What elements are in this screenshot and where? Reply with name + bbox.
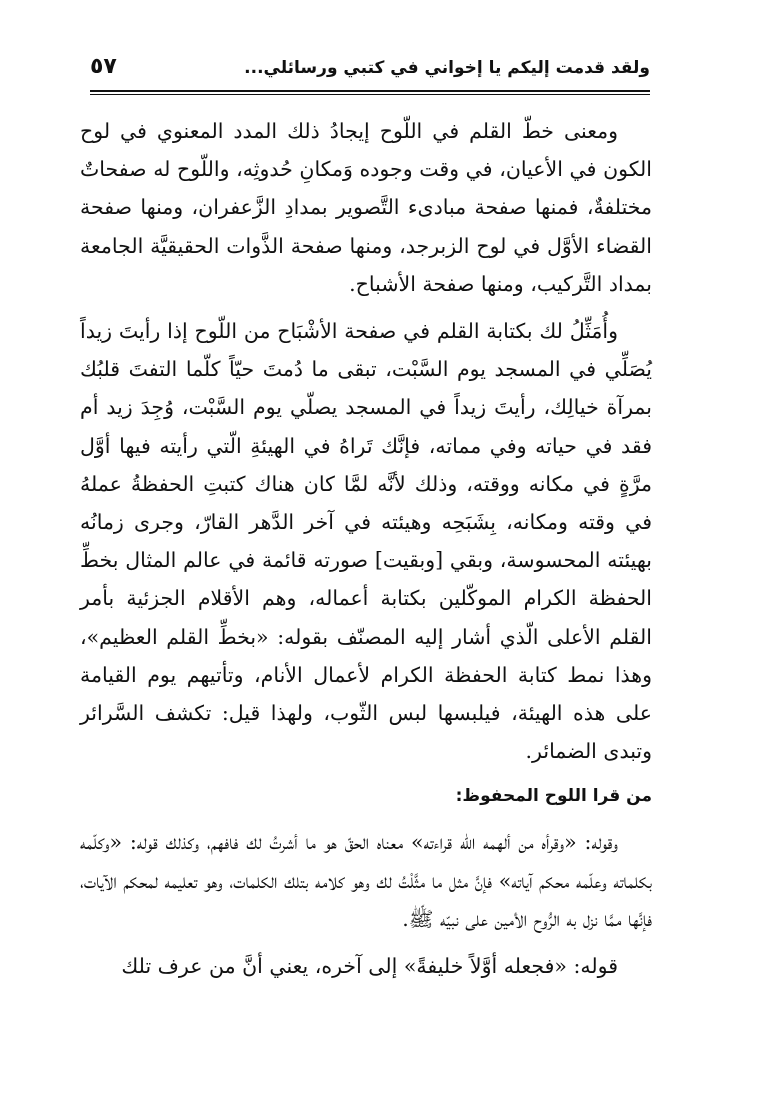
page-body	[80, 112, 652, 994]
paragraph-first-caliph: قوله: «فجعله أوَّلاً خليفةً» إلى آخره، يعني أنَّ من عرف تلك	[121, 954, 618, 979]
section-heading: من قرا اللوح المحفوظ:	[455, 786, 652, 807]
header-rule-thin	[90, 94, 650, 95]
header-rule	[90, 90, 650, 92]
paragraph-example-zaid: وأُمَثِّلُ لك بكتابة القلم في صفحة الأشْبَاح من اللّوح إذا رأيتَ زيداً يُصَلِّي في المسجد يوم السَّبْت، تبقى ما دُمتَ حيّاً كلّما التفتَ قلبُك بمرآة خيالِك، رأيتَ زيداً في المسجد يصلّي يوم السَّبْت، وُجِدَ زيد أم فقد في حياته وفي مماته، فإنَّك تَراهُ في الهيئةِ الّتي رأيته فيها أوَّل مرَّةٍ في مكانه ووقته، وذلك لأنَّه لمَّا كان هناك كتبتِ الحفظةُ عملهُ في وقته ومكانه، بِشَبَحِه وهيئته في آخر الدَّهر القارّ، وجرى زمانُه بهيئته المحسوسة، وبقي [وبقيت] صورته قائمة في عالم المثال بخطِّ الحفظة الكرام الموكّلين بكتابة أعماله، وهم الأقلام الجزئية بأمر القلم الأعلى الّذي أشار إليه المصنّف بقوله: «بخطِّ القلم العظيم»، وهذا نمط كتابة الحفظة الكرام لأعمال الأنام، وتأتيهم يوم القيامة على هذه الهيئة، فيلبسها لبس الثّوب، ولهذا قيل: تكشف السَّرائر وتبدى الضمائر.	[80, 319, 652, 764]
running-title: ولقد قدمت إليكم يا إخواني في كتبي ورسائلي...	[244, 58, 650, 78]
page-header	[90, 52, 650, 88]
paragraph-reading-tablet: وقوله: «وقرأه من ألهمه الله قراءته» معناه الحقّ هو ما أشرتُ لك فافهم، وكذلك قوله: «وكلّمه بكلماته وعلّمه محكم آياته» فإنَّ مثل ما مثَّلْتُ لك وهو كلامه بتلك الكلمات، وهو تعليمه لمحكم الآيات، فإنَّها ممَّا نزل به الرُّوح الأمين على نبيّه ﷺ.	[80, 830, 652, 931]
page-number: ٥٧	[90, 54, 117, 79]
paragraph-tablet-meaning: ومعنى خطّ القلم في اللّوح إيجادُ ذلك المدد المعنوي في لوح الكون في الأعيان، في وقت وجوده وَمكانِ حُدوثِه، واللّوح له صفحاتٌ مختلفةٌ، فمنها صفحة مبادىء التَّصوير بمدادِ الزَّعفران، ومنها صفحة القضاء الأوَّل في لوح الزبرجد، ومنها صفحة الذَّوات الحقيقيَّة الجامعة بمداد التَّركيب، ومنها صفحة الأشباح.	[80, 119, 652, 296]
